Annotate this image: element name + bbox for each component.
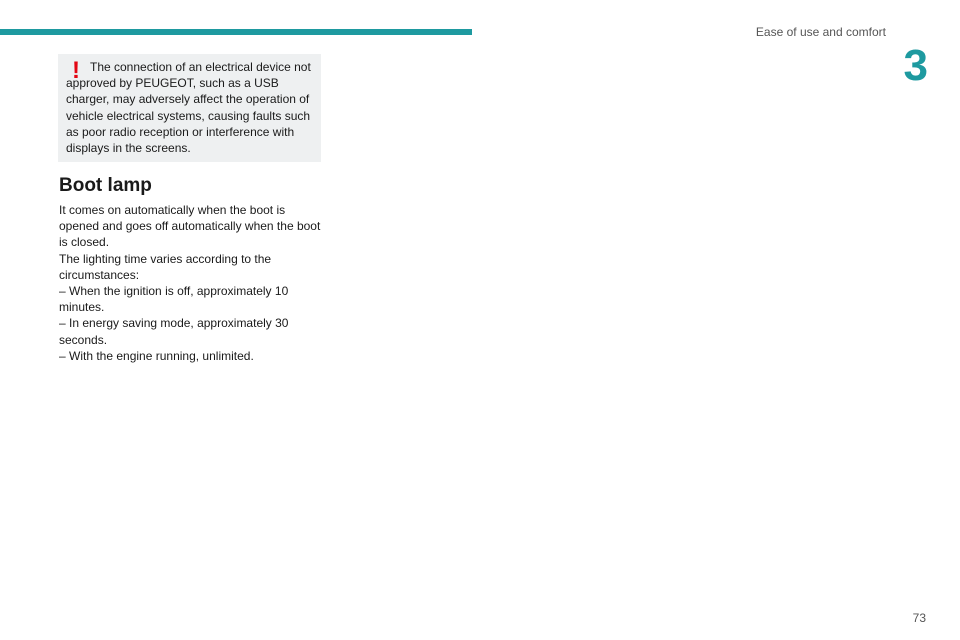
boot-lamp-body bbox=[59, 202, 321, 364]
page-number: 73 bbox=[912, 611, 926, 625]
warning-text: The connection of an electrical device not approved by PEUGEOT, such as a USB charger, may adversely affect the operation of vehicle electrical systems, causing faults such as poor radio reception or interference with displays in the screens. bbox=[66, 60, 311, 156]
warning-box bbox=[58, 54, 321, 162]
header-accent-bar bbox=[0, 29, 472, 35]
exclamation-icon: ! bbox=[72, 57, 80, 84]
list-item: – When the ignition is off, approximately 10 minutes. bbox=[59, 284, 289, 315]
list-item: – In energy saving mode, approximately 30 seconds. bbox=[59, 316, 289, 347]
chapter-number: 3 bbox=[903, 41, 928, 90]
body-paragraph: It comes on automatically when the boot is opened and goes off automatically when the boot is closed. bbox=[59, 203, 321, 250]
boot-lamp-heading: Boot lamp bbox=[59, 175, 152, 196]
section-title: Ease of use and comfort bbox=[755, 25, 886, 39]
body-paragraph: The lighting time varies according to the circumstances: bbox=[59, 251, 272, 282]
list-item: – With the engine running, unlimited. bbox=[59, 348, 254, 363]
